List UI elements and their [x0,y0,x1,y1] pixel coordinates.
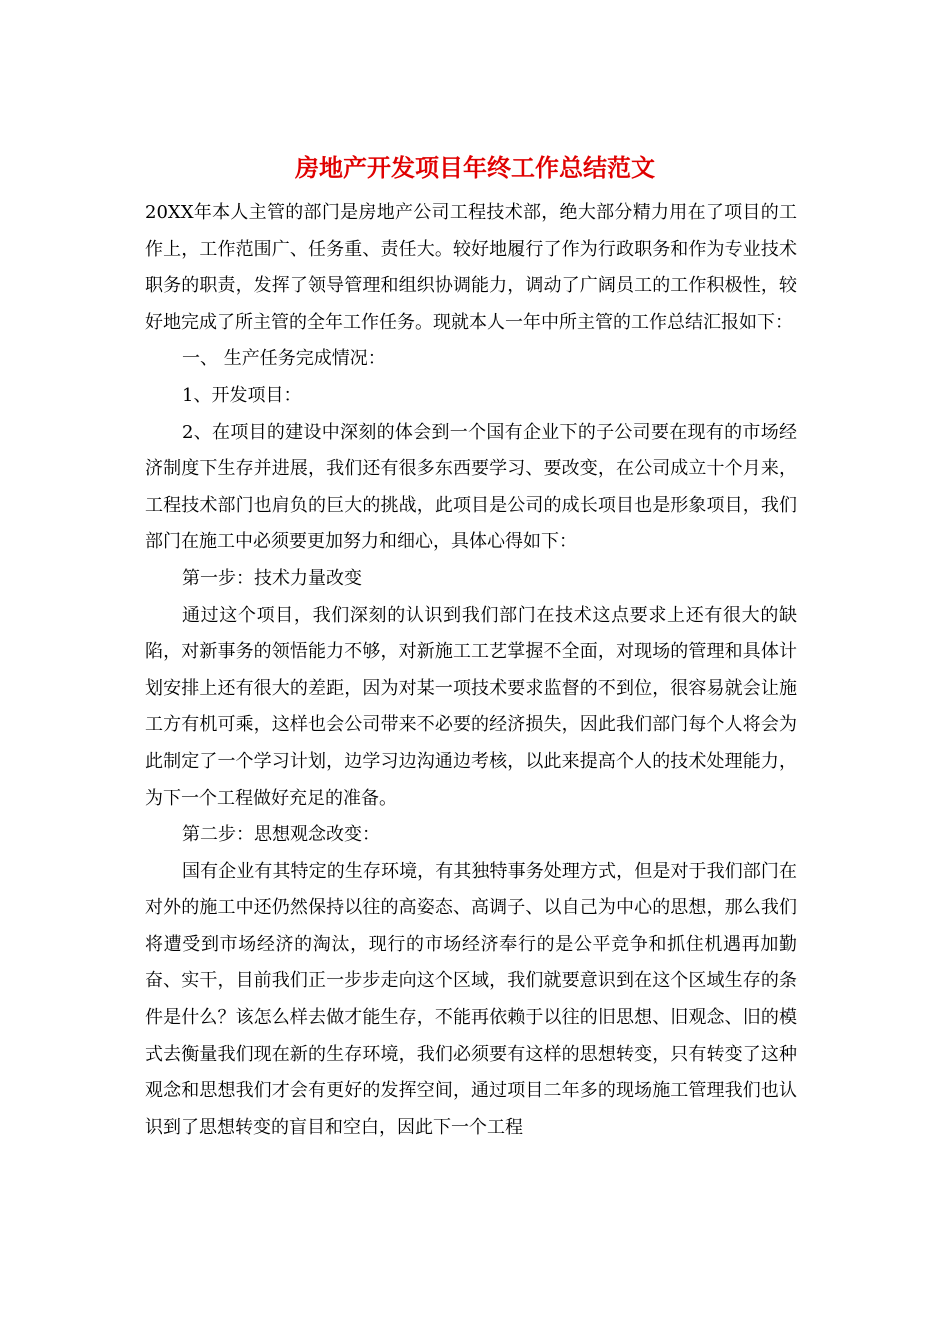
document-title: 房地产开发项目年终工作总结范文 [295,153,655,182]
step-two-heading: 第二步：思想观念改变： [182,824,380,846]
section-heading-production: 一、 生产任务完成情况： [182,348,386,370]
intro-paragraph: 20XX年本人主管的部门是房地产公司工程技术部，绝大部分精力用在了项目的工作上，工作范围广、任务重、责任大。较好地履行了作为行政职务和作为专业技术职务的职责，发挥了领导管理和组织协调能力，调动了广阔员工的工作积极性，较好地完成了所主管的全年工作任务。现就本人一年中所主管的工作总结汇报如下： [145,202,797,333]
step-one-paragraph: 通过这个项目，我们深刻的认识到我们部门在技术这点要求上还有很大的缺陷，对新事务的领悟能力不够，对新施工工艺掌握不全面，对现场的管理和具体计划安排上还有很大的差距，因为对某一项技术要求监督的不到位，很容易就会让施工方有机可乘，这样也会公司带来不必要的经济损失，因此我们部门每个人将会为此制定了一个学习计划，边学习边沟通边考核，以此来提高个人的技术处理能力，为下一个工程做好充足的准备。 [145,604,797,809]
document-body [145,195,797,1146]
step-one-heading: 第一步：技术力量改变 [182,567,362,589]
step-two-paragraph: 国有企业有其特定的生存环境，有其独特事务处理方式，但是对于我们部门在对外的施工中还仍然保持以往的高姿态、高调子、以自己为中心的思想，那么我们将遭受到市场经济的淘汰，现行的市场经济奉行的是公平竞争和抓住机遇再加勤奋、实干，目前我们正一步步走向这个区域，我们就要意识到在这个区域生存的条件是什么？该怎么样去做才能生存，不能再依赖于以往的旧思想、旧观念、旧的模式去衡量我们现在新的生存环境，我们必须要有这样的思想转变，只有转变了这种观念和思想我们才会有更好的发挥空间，通过项目二年多的现场施工管理我们也认识到了思想转变的盲目和空白，因此下一个工程 [145,860,797,1138]
project-experience-paragraph: 2、在项目的建设中深刻的体会到一个国有企业下的子公司要在现有的市场经济制度下生存并进展，我们还有很多东西要学习、要改变，在公司成立十个月来，工程技术部门也肩负的巨大的挑战，此项目是公司的成长项目也是形象项目，我们部门在施工中必须要更加努力和细心，具体心得如下： [145,421,797,553]
subheading-development-project: 1、开发项目： [182,384,302,406]
